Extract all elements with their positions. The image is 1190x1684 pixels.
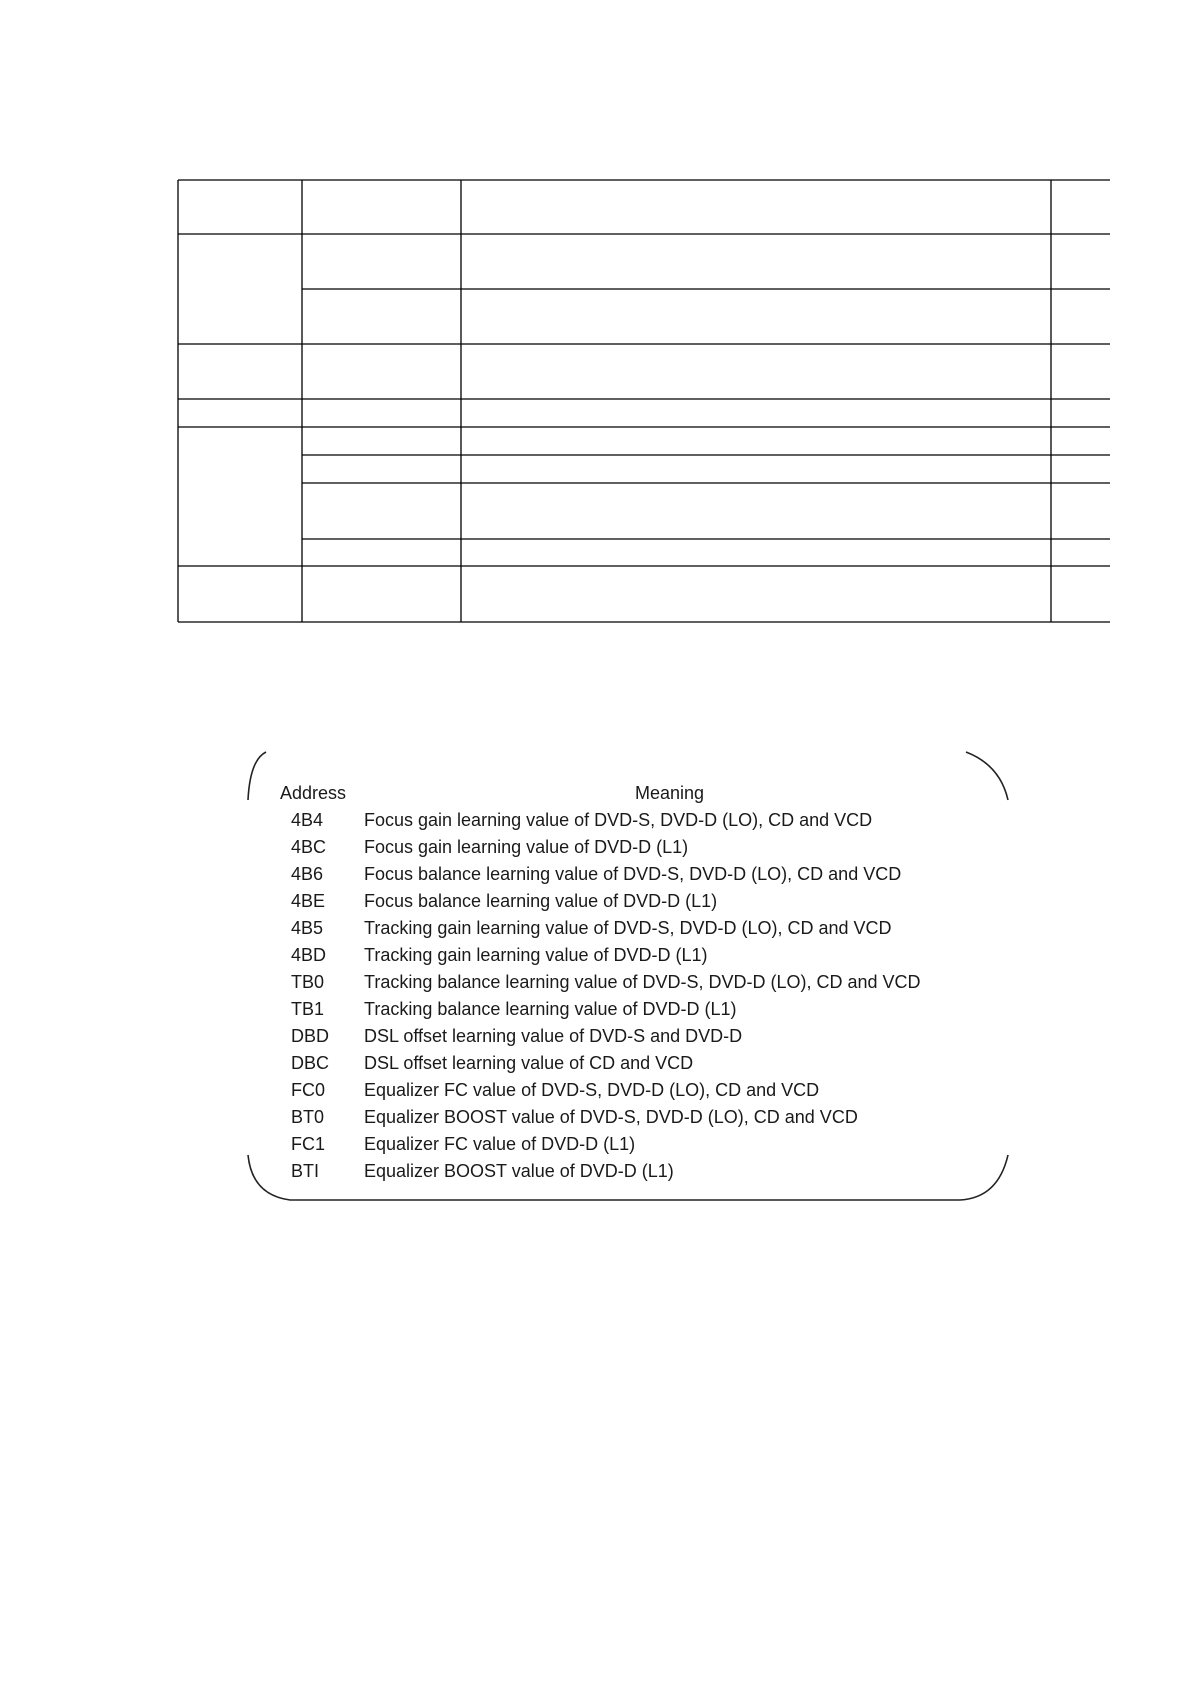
frame-corner-top-left (248, 752, 266, 800)
table-row (280, 1023, 1000, 1050)
table-row (280, 915, 1000, 942)
meaning-cell: Focus gain learning value of DVD-S, DVD-D (LO), CD and VCD (364, 810, 873, 830)
meaning-cell: Equalizer BOOST value of DVD-D (L1) (364, 1161, 674, 1181)
meaning-cell: Equalizer FC value of DVD-D (L1) (364, 1134, 636, 1154)
address-cell: DBC (291, 1053, 330, 1073)
table-row (280, 807, 1000, 834)
address-cell: FC0 (291, 1080, 326, 1100)
table-row (280, 1077, 1000, 1104)
table-row (280, 834, 1000, 861)
address-cell: 4B6 (291, 864, 324, 884)
table-row (280, 861, 1000, 888)
table-row (280, 1158, 1000, 1185)
table-row (280, 996, 1000, 1023)
address-cell: 4B4 (291, 810, 324, 830)
meaning-cell: Focus gain learning value of DVD-D (L1) (364, 837, 689, 857)
meaning-column-header: Meaning (635, 783, 705, 803)
address-cell: BT0 (291, 1107, 325, 1127)
address-cell: BTI (291, 1161, 320, 1181)
meaning-cell: Tracking gain learning value of DVD-D (L1) (364, 945, 708, 965)
meaning-cell: DSL offset learning value of CD and VCD (364, 1053, 694, 1073)
meaning-cell: Tracking balance learning value of DVD-S, DVD-D (LO), CD and VCD (364, 972, 921, 992)
address-cell: 4BE (291, 891, 326, 911)
meaning-cell: Equalizer FC value of DVD-S, DVD-D (LO), CD and VCD (364, 1080, 820, 1100)
address-cell: 4B5 (291, 918, 324, 938)
address-column-header: Address (280, 783, 347, 803)
address-meaning-panel (280, 780, 1000, 1185)
table-row (280, 1131, 1000, 1158)
address-cell: 4BC (291, 837, 327, 857)
meaning-cell: Focus balance learning value of DVD-D (L1) (364, 891, 718, 911)
meaning-cell: DSL offset learning value of DVD-S and DVD-D (364, 1026, 743, 1046)
meaning-cell: Tracking gain learning value of DVD-S, DVD-D (LO), CD and VCD (364, 918, 892, 938)
table-row (280, 888, 1000, 915)
table-row (280, 1050, 1000, 1077)
table-row (280, 1104, 1000, 1131)
address-cell: FC1 (291, 1134, 326, 1154)
table-row (280, 969, 1000, 996)
empty-grid-table (0, 0, 1190, 700)
panel-header (280, 780, 1000, 807)
address-cell: TB1 (291, 999, 325, 1019)
address-cell: TB0 (291, 972, 325, 992)
meaning-cell: Tracking balance learning value of DVD-D (L1) (364, 999, 737, 1019)
address-cell: 4BD (291, 945, 327, 965)
meaning-cell: Focus balance learning value of DVD-S, DVD-D (LO), CD and VCD (364, 864, 902, 884)
table-row (280, 942, 1000, 969)
address-cell: DBD (291, 1026, 330, 1046)
meaning-cell: Equalizer BOOST value of DVD-S, DVD-D (LO), CD and VCD (364, 1107, 858, 1127)
